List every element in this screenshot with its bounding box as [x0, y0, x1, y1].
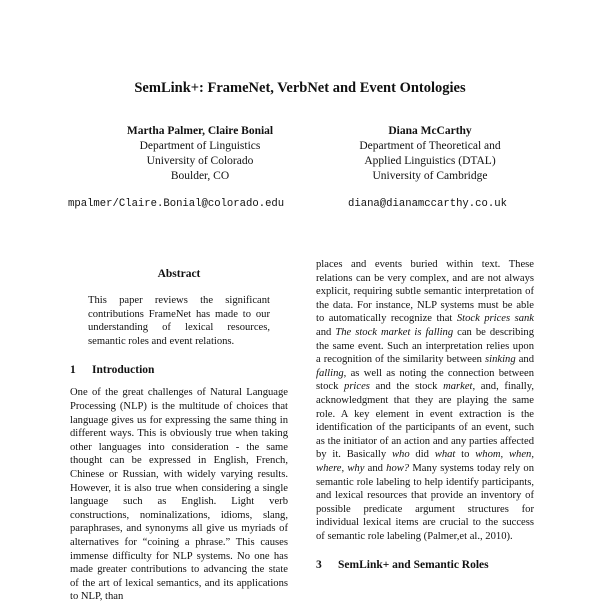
affiliation-line: University of Cambridge: [372, 170, 488, 182]
introduction-paragraph: One of the great challenges of Natural Language Processing (NLP) is the multitude of choices that language gives us for expressing the same thing in different ways. This is obviously true when taking other languages into consideration - the same thought can be expressed in English, French, Chinese or Russian, with widely varying results. However, it is also true when considering a single language such as English. Light verb constructions, nominalizations, idioms, slang, paraphrases, and synonyms all give us myriads of alternatives for “coining a phrase.” This causes immense difficulty for NLP systems. No one has made greater contributions to advancing the state of the art of lexical semantics, and its applications to NLP, than: [70, 387, 288, 603]
author-name: Martha Palmer, Claire Bonial: [126, 125, 274, 137]
author-block-colorado: [90, 124, 310, 184]
body-paragraph: places and events buried within text. These relations can be very complex, and are not always explicit, requiring subtle semantic interpretation of the data. For instance, NLP systems must be able to automatically recognize that Stock prices sank and The stock market is falling can be describing the same event. Such an interpretation relies upon a recognition of the similarity between sinking and falling, as well as noting the connection between stock prices and the stock market, and, finally, acknowledgment that they are playing the same role. A key element in event extraction is the identification of the participants of an event, such as the initiator of an action and any parties affected by it. Basically who did what to whom, when, where, why and how? Many systems today rely on semantic role labeling to help identify participants, and lexical resources that provide an inventory of possible predicate argument structures for individual lexical items are crucial to the success of semantic role labeling (Palmer,et al., 2010).: [316, 259, 535, 542]
left-column: [70, 258, 288, 604]
abstract-heading: Abstract: [157, 268, 201, 280]
affiliation-line: Applied Linguistics (DTAL): [364, 155, 496, 167]
right-column: [316, 258, 534, 581]
author-email[interactable]: mpalmer/Claire.Bonial@colorado.edu: [68, 198, 285, 210]
section-title: Introduction: [92, 364, 155, 377]
paper-title: SemLink+: FrameNet, VerbNet and Event Ontologies: [134, 80, 466, 96]
affiliation-line: University of Colorado: [146, 155, 254, 167]
section-heading-introduction: [70, 364, 288, 376]
affiliation-line: Department of Linguistics: [139, 140, 261, 152]
section-number: 3: [316, 559, 322, 572]
author-email[interactable]: diana@dianamccarthy.co.uk: [348, 198, 507, 210]
affiliation-line: Department of Theoretical and: [359, 140, 501, 152]
section-number: 1: [70, 364, 76, 377]
abstract-text: This paper reviews the significant contributions FrameNet has made to our understanding of lexical resources, semantic roles and event relations.: [88, 295, 270, 347]
affiliation-line: Boulder, CO: [170, 170, 230, 182]
author-name: Diana McCarthy: [388, 125, 472, 137]
section-title: SemLink+ and Semantic Roles: [338, 559, 489, 572]
author-block-cambridge: [330, 124, 530, 184]
section-heading-semlink: [316, 559, 534, 571]
